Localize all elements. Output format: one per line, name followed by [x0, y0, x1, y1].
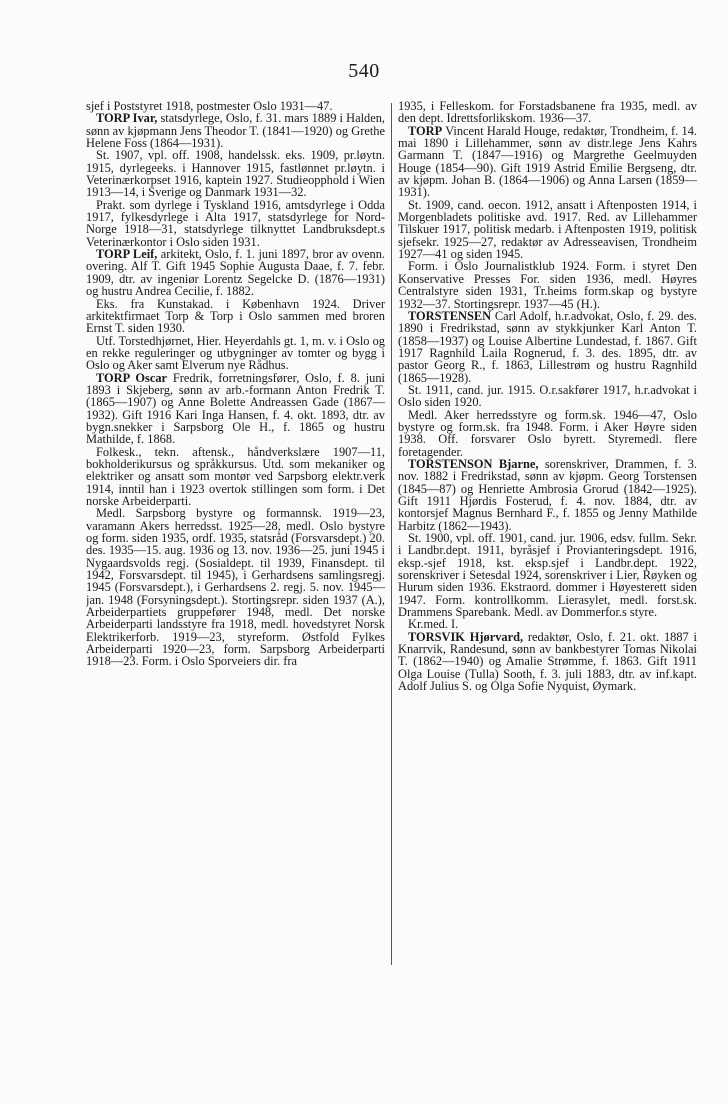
entry-text: Folkesk., tekn. aftensk., håndverkslære 1907—11, bokholderikursus og språkkursus. Utd. som mekaniker og elektriker og ansatt som montør ved Sarpsborg elektr.verk 1914, inntil han i 1923 overtok stillingen som form. i Det norske Arbeiderparti.: [86, 444, 385, 508]
entry-paragraph: [398, 409, 697, 458]
right-column: [398, 100, 697, 693]
entry-paragraph: [398, 125, 697, 199]
entry-text: Vincent Harald Houge, redaktør, Trondheim, f. 14. mai 1890 i Lillehammer, sønn av distr.lege Jens Kahrs Garmann T. (1847—1916) og Margrethe Geelmuyden Houge (1854—90). Gift 1919 Astrid Emilie Bergseng, dtr. av kjøpm. Johan B. (1864—1906) og Anna Larsen (1859—1931).: [398, 123, 697, 200]
entry-paragraph: [86, 248, 385, 297]
entry-paragraph: [398, 631, 697, 693]
entry-paragraph: [398, 260, 697, 309]
entry-text: Form. i Oslo Journalistklub 1924. Form. i styret Den Konservative Presses For. siden 1936, medl. Høyres Centralstyre siden 1931, Tr.heims form.skap og bystyre 1932—37. Stortingsrepr. 1937—45 (H.).: [398, 259, 697, 311]
entry-paragraph: [86, 335, 385, 372]
entry-paragraph: [86, 298, 385, 335]
entry-text: Medl. Sarpsborg bystyre og formannsk. 1919—23, varamann Akers herredsst. 1925—28, medl. Oslo bystyre og form. siden 1935, ordf. 1935, statsråd (Forsvarsdept.) 20. des. 1935—15. aug. 1936 og 13. nov. 1936—25. juni 1945 i Nygaardsvolds regj. (Sosialdept. til 1939, Finansdept. til 1942, Forsvarsdept. til 1945), i Gerhardsens samlingsregj. 1945 (Forsvarsdept.), i Gerhardsens 2. regj. 5. nov. 1945—jan. 1948 (Forsyningsdept.). Stortingsrepr. siden 1937 (A.), Arbeiderpartiets gruppefører 1948, medl. Det norske Arbeiderparti landsstyre fra 1918, medl. hovedstyret Norsk Elektrikerforb. 1919—23, styreform. Østfold Fylkes Arbeiderparti 1920—23, form. Sarpsborg Arbeiderparti 1918—23. Form. i Oslo Sporveiers dir. fra: [86, 506, 385, 668]
entry-text: Medl. Aker herredsstyre og form.sk. 1946—47, Oslo bystyre og form.sk. fra 1948. Form. i Aker Høyre siden 1938. Off. forsvarer Oslo byrett. Styremedl. flere foretagender.: [398, 407, 697, 459]
entry-text: Kr.med. I.: [408, 617, 459, 632]
entry-text: St. 1900, vpl. off. 1901, cand. jur. 1906, edsv. fullm. Sekr. i Landbr.dept. 1911, byråsjef i Provianteringsdept. 1916, eksp.-sjef 1918, kst. eksp.sjef i Landbr.dept. 1922, sorenskriver i Setesdal 1924, sorenskriver i Lier, Røyken og Hurum siden 1936. Ekstraord. dommer i Høyesterett siden 1947. Form. kontrollkomm. Lierasylet, medl. forst.sk. Drammens Sparebank. Medl. av Dommerfor.s styre.: [398, 531, 697, 620]
entry-name: TORP Oscar: [96, 370, 168, 385]
entry-text: Eks. fra Kunstakad. i København 1924. Driver arkitektfirmaet Torp & Torp i Oslo sammen med broren Ernst T. siden 1930.: [86, 296, 385, 336]
page-number: 540: [348, 60, 380, 82]
entry-text: statsdyrlege, Oslo, f. 31. mars 1889 i Halden, sønn av kjøpmann Jens Theodor T. (1841—1920) og Grethe Helene Foss (1864—1931).: [86, 111, 385, 151]
entry-paragraph: [398, 384, 697, 409]
entry-name: TORSVIK Hjørvard,: [408, 629, 524, 644]
entry-text: redaktør, Oslo, f. 21. okt. 1887 i Knarrvik, Randesund, sønn av bankbestyrer Tomas Nikolai T. (1862—1940) og Amalie Strømme, f. 1863. Gift 1911 Olga Louise (Tulla) Sooth, f. 3. juli 1883, dtr. av inf.kapt. Adolf Julius S. og Olga Sofie Nyquist, Øymark.: [398, 629, 697, 693]
entry-text: 1935, i Felleskom. for Forstadsbanene fra 1935, medl. av den dept. Idrettsforlikskom. 1936—37.: [398, 100, 697, 126]
entry-text: sorenskriver, Drammen, f. 3. nov. 1882 i Fredrikstad, sønn av kjøpm. Georg Torstensen (1845—87) og Henriette Ambrosia Grorud (1842—1925). Gift 1911 Hjørdis Fosterud, f. 4. nov. 1884, dtr. av kontorsjef Magnus Bernhard F., f. 1855 og Jenny Mathilde Harbitz (1862—1943).: [398, 456, 697, 533]
entry-paragraph: [398, 458, 697, 532]
entry-paragraph: [398, 100, 697, 125]
entry-text: Fredrik, forretningsfører, Oslo, f. 8. juni 1893 i Skjeberg, sønn av arb.-formann Anton Fredrik T. (1865—1907) og Anne Bolette Andreassen Gade (1867—1932). Gift 1916 Kari Inga Hansen, f. 4. okt. 1893, dtr. av bygn.snekker i Sarpsborg Ole H., f. 1865 og hustru Mathilde, f. 1868.: [86, 370, 385, 447]
entry-paragraph: [86, 372, 385, 446]
entry-text: St. 1909, cand. oecon. 1912, ansatt i Aftenposten 1914, i Morgenbladets politiske avd. 1917. Red. av Lillehammer Tilskuer 1917, politisk medarb. i Aftenposten 1919, politisk sjefsekr. 1925—27, redaktør av Adresseavisen, Trondheim 1927—41 og siden 1945.: [398, 197, 697, 262]
entry-text: Prakt. som dyrlege i Tyskland 1916, amtsdyrlege i Odda 1917, fylkesdyrlege i Alta 1917, statsdyrlege for Nord-Norge 1918—31, statsdyrlege tilknyttet Landbruksdept.s Veterinærkontor i Oslo siden 1931.: [86, 197, 385, 249]
entry-paragraph: [398, 310, 697, 384]
entry-text: St. 1911, cand. jur. 1915. O.r.sakfører 1917, h.r.advokat i Oslo siden 1920.: [398, 382, 697, 410]
entry-text: sjef i Poststyret 1918, postmester Oslo 1931—47.: [86, 100, 333, 113]
entry-text: St. 1907, vpl. off. 1908, handelssk. eks. 1909, pr.løytn. 1915, dyrlegeeks. i Hannover 1915, fastlønnet pr.løytn. i Veterinærkorpset 1916, kaptein 1927. Studieopphold i Wien 1913—14, i Sverige og Danmark 1931—32.: [86, 148, 385, 200]
entry-name: TORP: [408, 123, 443, 138]
entry-paragraph: [398, 199, 697, 261]
entry-text: Carl Adolf, h.r.advokat, Oslo, f. 29. des. 1890 i Fredrikstad, sønn av stykkjunker Karl Anton T. (1858—1937) og Louise Albertine Lundestad, f. 1867. Gift 1917 Ragnhild Laila Rognerud, f. 3. des. 1895, dtr. av pastor Georg R., f. 1863, Lillestrøm og hustru Ragnhild (1865—1928).: [398, 308, 697, 385]
entry-paragraph: [86, 446, 385, 508]
entry-name: TORP Leif,: [96, 247, 158, 262]
entry-name: TORP Ivar,: [96, 111, 158, 126]
column-divider: [391, 103, 392, 965]
entry-paragraph: [86, 149, 385, 198]
entry-name: TORSTENSEN: [408, 308, 492, 323]
entry-text: arkitekt, Oslo, f. 1. juni 1897, bror av ovenn. overing. Alf T. Gift 1945 Sophie Augusta Daae, f. 7. febr. 1909, dtr. av ingeniør Lorentz Segelcke D. (1876—1931) og hustru Andrea Cecilie, f. 1882.: [86, 247, 385, 299]
entry-paragraph: [86, 507, 385, 667]
entry-paragraph: [86, 112, 385, 149]
entry-paragraph: [86, 199, 385, 248]
left-column: [86, 100, 385, 668]
entry-name: TORSTENSON Bjarne,: [408, 456, 539, 471]
entry-text: Utf. Torstedhjørnet, Hier. Heyerdahls gt. 1, m. v. i Oslo og en rekke reguleringer og utbygninger av tomter og bygg i Oslo og Aker samt Elverum nye Rådhus.: [86, 333, 385, 373]
entry-paragraph: [398, 532, 697, 618]
